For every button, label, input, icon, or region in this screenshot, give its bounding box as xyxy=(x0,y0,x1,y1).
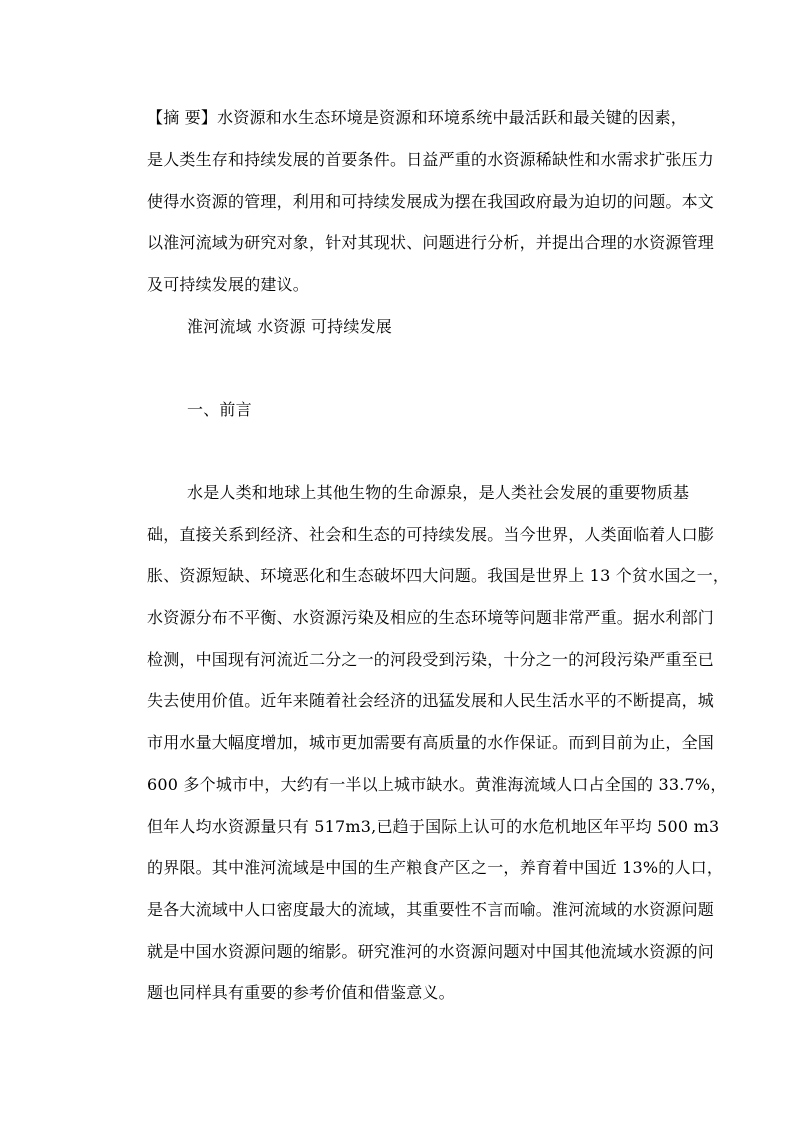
keywords: 淮河流域 水资源 可持续发展 xyxy=(187,317,392,336)
abstract-line-5: 及可持续发展的建议。 xyxy=(147,275,310,294)
body-line-1: 水是人类和地球上其他生物的生命源泉，是人类社会发展的重要物质基 xyxy=(187,483,690,502)
body-line-9: 但年人均水资源量只有 517m3,已趋于国际上认可的水危机地区年平均 500 m3 xyxy=(147,817,720,836)
body-line-10: 的界限。其中淮河流域是中国的生产粮食产区之一，养育着中国近 13%的人口， xyxy=(147,858,724,877)
abstract-line-4: 以淮河流域为研究对象，针对其现状、问题进行分析，并提出合理的水资源管理 xyxy=(147,233,715,252)
body-line-3: 胀、资源短缺、环境恶化和生态破坏四大问题。我国是世界上 13 个贫水国之一， xyxy=(147,566,730,585)
abstract-label: 【摘 要】 xyxy=(147,108,218,127)
body-line-6: 失去使用价值。近年来随着社会经济的迅猛发展和人民生活水平的不断提高，城 xyxy=(147,691,715,710)
body-line-5: 检测，中国现有河流近二分之一的河段受到污染，十分之一的河段污染严重至已 xyxy=(147,650,715,669)
abstract-text: 水资源和水生态环境是资源和环境系统中最活跃和最关键的因素， xyxy=(217,108,687,127)
abstract-line-1 xyxy=(147,108,687,128)
body-line-4: 水资源分布不平衡、水资源污染及相应的生态环境等问题非常严重。据水利部门 xyxy=(147,608,715,627)
body-line-12: 就是中国水资源问题的缩影。研究淮河的水资源问题对中国其他流域水资源的问 xyxy=(147,942,715,961)
body-line-8: 600 多个城市中，大约有一半以上城市缺水。黄淮海流域人口占全国的 33.7%， xyxy=(147,775,727,794)
body-line-2: 础，直接关系到经济、社会和生态的可持续发展。当今世界，人类面临着人口膨 xyxy=(147,525,715,544)
abstract-line-2: 是人类生存和持续发展的首要条件。日益严重的水资源稀缺性和水需求扩张压力 xyxy=(147,150,715,169)
body-line-7: 市用水量大幅度增加，城市更加需要有高质量的水作保证。而到目前为止，全国 xyxy=(147,733,715,752)
body-line-11: 是各大流域中人口密度最大的流域，其重要性不言而喻。淮河流域的水资源问题 xyxy=(147,900,715,919)
abstract-line-3: 使得水资源的管理，利用和可持续发展成为摆在我国政府最为迫切的问题。本文 xyxy=(147,192,715,211)
section-heading: 一、前言 xyxy=(187,400,252,419)
body-line-13: 题也同样具有重要的参考价值和借鉴意义。 xyxy=(147,983,455,1002)
